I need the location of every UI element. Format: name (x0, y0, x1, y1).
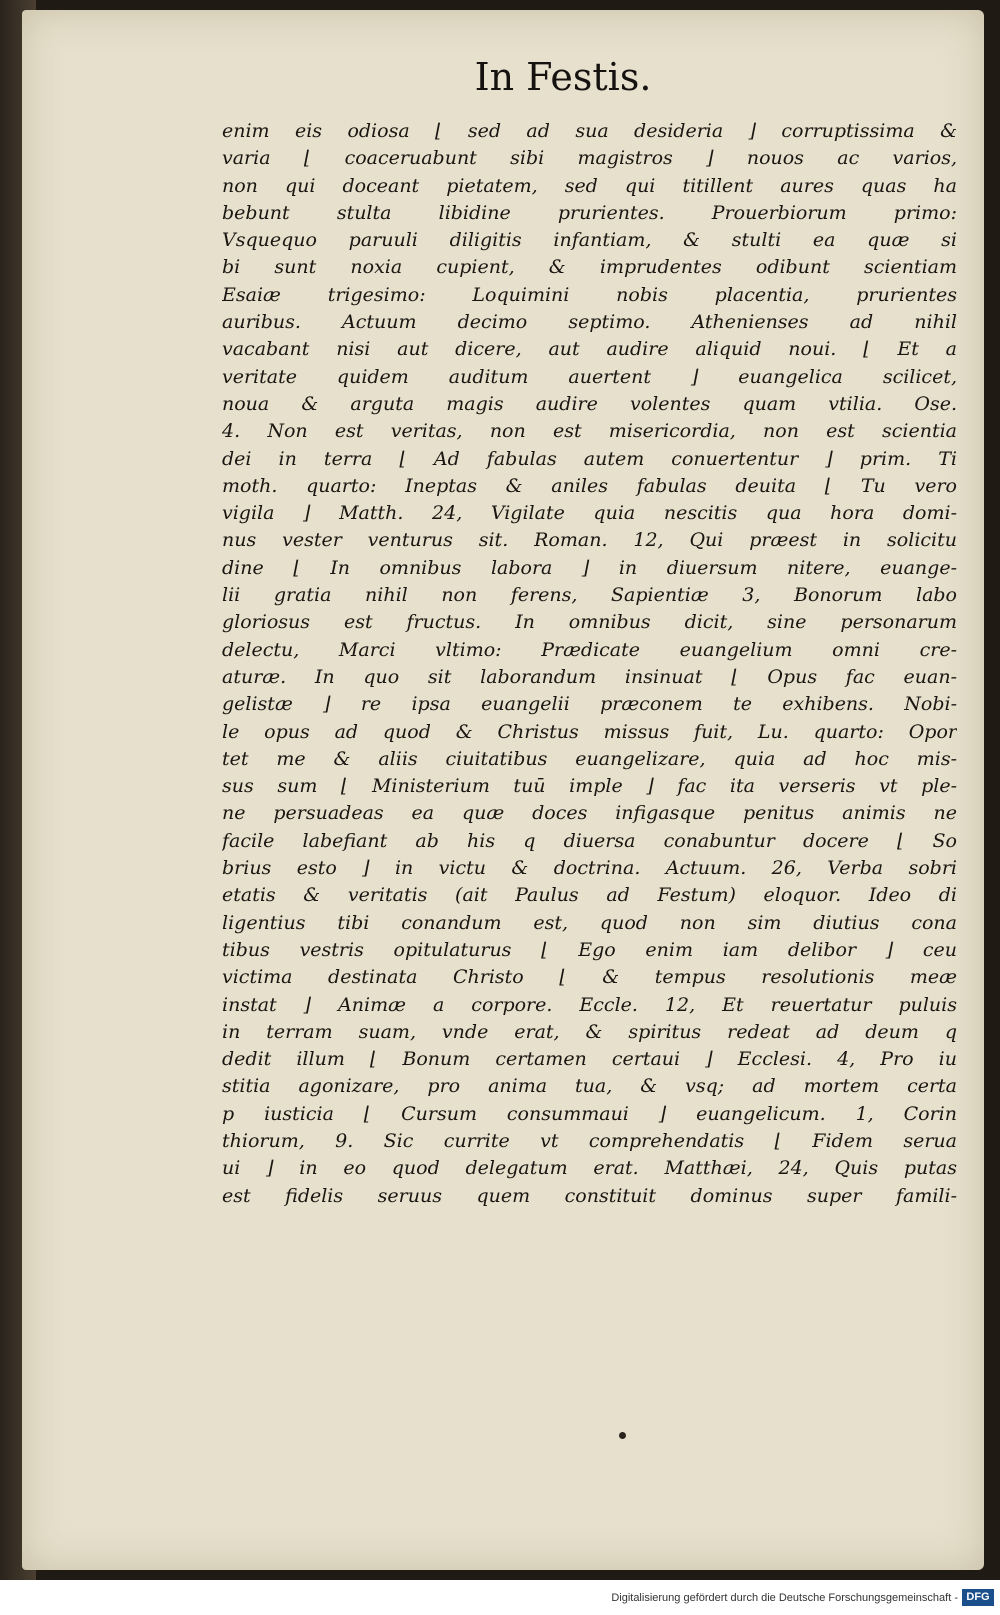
text-line: bi sunt noxia cupient, & imprudentes odibunt scientiam (222, 256, 957, 279)
text-line: p iusticia ⌊ Cursum consummaui ⌋ euangelicum. 1, Corin (222, 1102, 957, 1125)
text-line: noua & arguta magis audire volentes quam vtilia. Ose. (222, 392, 957, 415)
dfg-logo-icon: DFG (962, 1589, 994, 1606)
text-line: delectu, Marci vltimo: Prædicate euangelium omni cre- (222, 638, 957, 661)
text-line: Vsquequo paruuli diligitis infantiam, & stulti ea quæ si (222, 229, 957, 252)
text-line: victima destinata Christo ⌊ & tempus resolutionis meæ (222, 966, 957, 989)
text-line: etatis & veritatis (ait Paulus ad Festum) eloquor. Ideo di (222, 884, 957, 907)
text-line: varia ⌊ coaceruabunt sibi magistros ⌋ nouos ac varios, (222, 147, 957, 170)
text-line: gloriosus est fructus. In omnibus dicit, sine personarum (222, 611, 957, 634)
text-line: facile labefiant ab his q diuersa conabuntur docere ⌊ So (222, 829, 957, 852)
text-line: non qui doceant pietatem, sed qui titillent aures quas ha (222, 174, 957, 197)
text-line: ui ⌋ in eo quod delegatum erat. Matthæi, 24, Quis putas (222, 1157, 957, 1180)
text-line: est fidelis seruus quem constituit dominus super famili- (222, 1184, 957, 1207)
text-line: dedit illum ⌊ Bonum certamen certaui ⌋ Ecclesi. 4, Pro iu (222, 1048, 957, 1071)
text-line: dei in terra ⌊ Ad fabulas autem conuertentur ⌋ prim. Ti (222, 447, 957, 470)
text-line: nus vester venturus sit. Roman. 12, Qui præest in solicitu (222, 529, 957, 552)
text-line: tet me & aliis ciuitatibus euangelizare, quia ad hoc mis- (222, 747, 957, 770)
funding-notice: Digitalisierung gefördert durch die Deutsche Forschungsgemeinschaft - (611, 1592, 958, 1604)
text-line: bebunt stulta libidine prurientes. Prouerbiorum primo: (222, 201, 957, 224)
page-text (222, 118, 957, 1210)
text-line: moth. quarto: Ineptas & aniles fabulas deuita ⌊ Tu vero (222, 474, 957, 497)
text-line: ligentius tibi conandum est, quod non sim diutius cona (222, 911, 957, 934)
text-line: ne persuadeas ea quæ doces infigasque penitus animis ne (222, 802, 957, 825)
book-page (22, 10, 984, 1570)
text-line: Esaiæ trigesimo: Loquimini nobis placentia, prurientes (222, 283, 957, 306)
text-line: instat ⌋ Animæ a corpore. Eccle. 12, Et reuertatur puluis (222, 993, 957, 1016)
footer-bar (0, 1580, 1000, 1615)
printer-mark (619, 1432, 626, 1439)
text-line: enim eis odiosa ⌊ sed ad sua desideria ⌋ corruptissima & (222, 120, 957, 142)
running-head: In Festis. (474, 55, 652, 99)
text-line: gelistæ ⌋ re ipsa euangelii præconem te exhibens. Nobi- (222, 693, 957, 716)
text-line: in terram suam, vnde erat, & spiritus redeat ad deum q (222, 1020, 957, 1043)
text-line: dine ⌊ In omnibus labora ⌋ in diuersum nitere, euange- (222, 556, 957, 579)
text-line: vacabant nisi aut dicere, aut audire aliquid noui. ⌊ Et a (222, 338, 957, 361)
text-line: brius esto ⌋ in victu & doctrina. Actuum. 26, Verba sobri (222, 857, 957, 880)
text-line: auribus. Actuum decimo septimo. Athenienses ad nihil (222, 311, 957, 334)
text-line: sus sum ⌊ Ministerium tuū imple ⌋ fac ita verseris vt ple- (222, 775, 957, 798)
text-line: thiorum, 9. Sic currite vt comprehendatis ⌊ Fidem serua (222, 1129, 957, 1152)
text-line: 4. Non est veritas, non est misericordia, non est scientia (222, 420, 957, 443)
text-line: le opus ad quod & Christus missus fuit, Lu. quarto: Opor (222, 720, 957, 743)
text-line: lii gratia nihil non ferens, Sapientiæ 3, Bonorum labo (222, 584, 957, 607)
text-line: vigila ⌋ Matth. 24, Vigilate quia nescitis qua hora domi- (222, 502, 957, 525)
text-line: aturæ. In quo sit laborandum insinuat ⌊ Opus fac euan- (222, 665, 957, 688)
text-line: veritate quidem auditum auertent ⌋ euangelica scilicet, (222, 365, 957, 388)
text-line: tibus vestris opitulaturus ⌊ Ego enim iam delibor ⌋ ceu (222, 938, 957, 961)
text-line: stitia agonizare, pro anima tua, & vsq; ad mortem certa (222, 1075, 957, 1098)
